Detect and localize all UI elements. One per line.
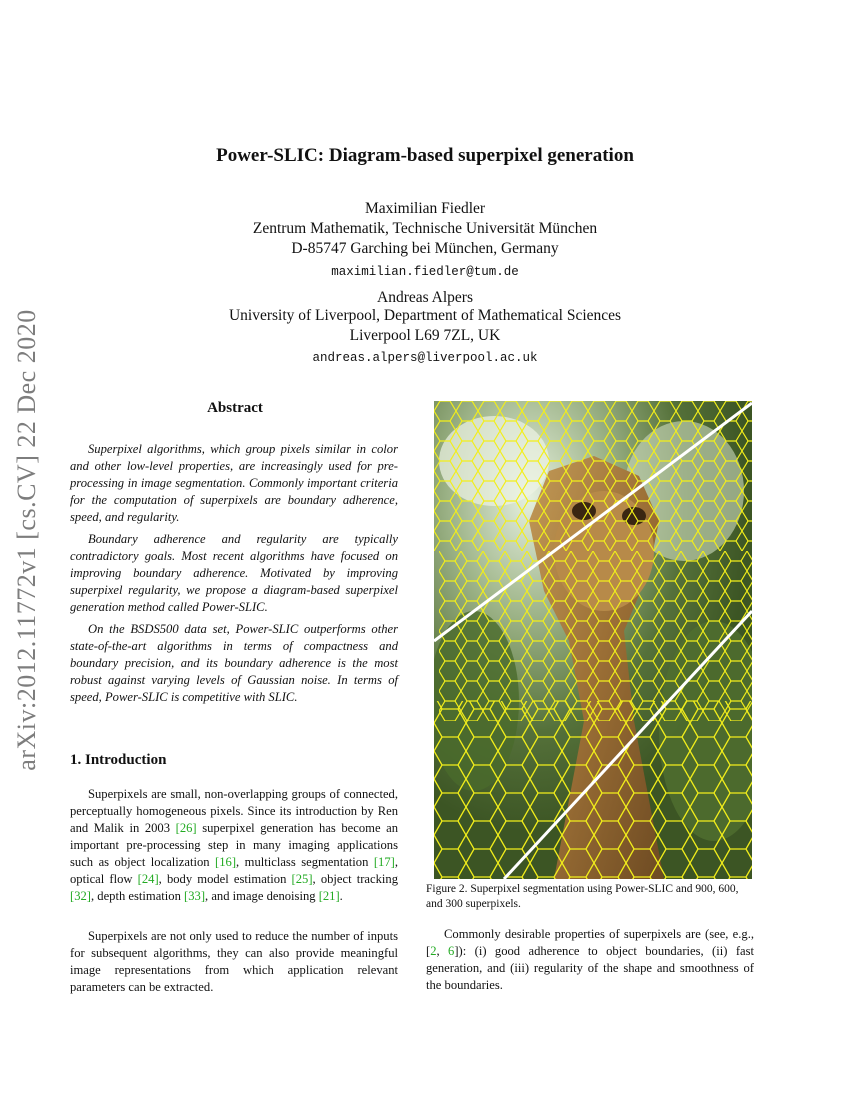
author-2-address: Liverpool L69 7ZL, UK	[349, 327, 501, 344]
paper-title: Power-SLIC: Diagram-based superpixel generation	[216, 145, 634, 166]
citation-link[interactable]: [32]	[70, 889, 91, 903]
abstract-paragraph-1: Superpixel algorithms, which group pixels similar in color and other low-level properties, are increasingly used for pre-processing in image segmentation. Commonly important criteria for the computation of superpixels are boundary adherence, speed, and regularity.	[70, 442, 398, 524]
author-1-name: Maximilian Fiedler	[364, 200, 486, 217]
citation-link[interactable]: [26]	[175, 821, 197, 835]
citation-link[interactable]: [24]	[137, 872, 159, 886]
author-2-affiliation: University of Liverpool, Department of Mathematical Sciences	[228, 307, 622, 324]
author-2-email[interactable]: andreas.alpers@liverpool.ac.uk	[312, 351, 538, 365]
author-1-address: D-85747 Garching bei München, Germany	[291, 240, 559, 257]
citation-link[interactable]: [21]	[318, 889, 340, 903]
citation-link[interactable]: [25]	[291, 872, 313, 886]
intro-paragraph-2: Superpixels are not only used to reduce the number of inputs for subsequent algorithms, they can also provide meaningful image representations from which application relevant parameters can be extracted.	[70, 929, 398, 994]
right-column-paragraph-1: Commonly desirable properties of superpixels are (see, e.g., [2, 6]): (i) good adherence to object boundaries, (ii) fast generation, and (iii) regularity of the shape and smoothness of the boundaries.	[426, 927, 754, 992]
abstract-paragraph-3: On the BSDS500 data set, Power-SLIC outperforms other state-of-the-art algorithms in terms of compactness and boundary precision, and its boundary adherence is the most robust against varying levels of Gaussian noise. In terms of speed, Power-SLIC is competitive with SLIC.	[70, 622, 398, 704]
author-1-email[interactable]: maximilian.fiedler@tum.de	[331, 265, 519, 279]
citation-link[interactable]: [16]	[215, 855, 237, 869]
citation-link[interactable]: [33]	[184, 889, 206, 903]
arxiv-id: arXiv:2012.11772v1 [cs.CV] 22 Dec 2020	[12, 309, 41, 771]
author-1-affiliation: Zentrum Mathematik, Technische Universität München	[252, 220, 598, 237]
section-heading-introduction: 1. Introduction	[70, 752, 167, 768]
intro-paragraph-1: Superpixels are small, non-overlapping groups of connected, perceptually homogeneous pixels. Since its introduction by Ren and Malik in 2003 [26] superpixel generation has become an important pre-processing step in many imaging applications such as object localization [16], multiclass segmentation [17], optical flow [24], body model estimation [25], object tracking [32], depth estimation [33], and image denoising [21].	[70, 787, 399, 903]
abstract-paragraph-2: Boundary adherence and regularity are typically contradictory goals. Most recent algorithms have focused on improving boundary adherence. Motivated by improving superpixel regularity, we propose a diagram-based superpixel generation method called Power-SLIC.	[70, 532, 398, 614]
citation-link[interactable]: [17]	[373, 855, 395, 869]
figure-caption: Figure 2. Superpixel segmentation using Power-SLIC and 900, 600, and 300 superpixels.	[426, 883, 739, 910]
superpixel-figure-image	[434, 401, 752, 879]
citation-link[interactable]: 6	[448, 944, 455, 958]
citation-link[interactable]: 2	[430, 944, 437, 958]
author-2-name: Andreas Alpers	[377, 289, 473, 306]
abstract-heading: Abstract	[207, 400, 263, 416]
